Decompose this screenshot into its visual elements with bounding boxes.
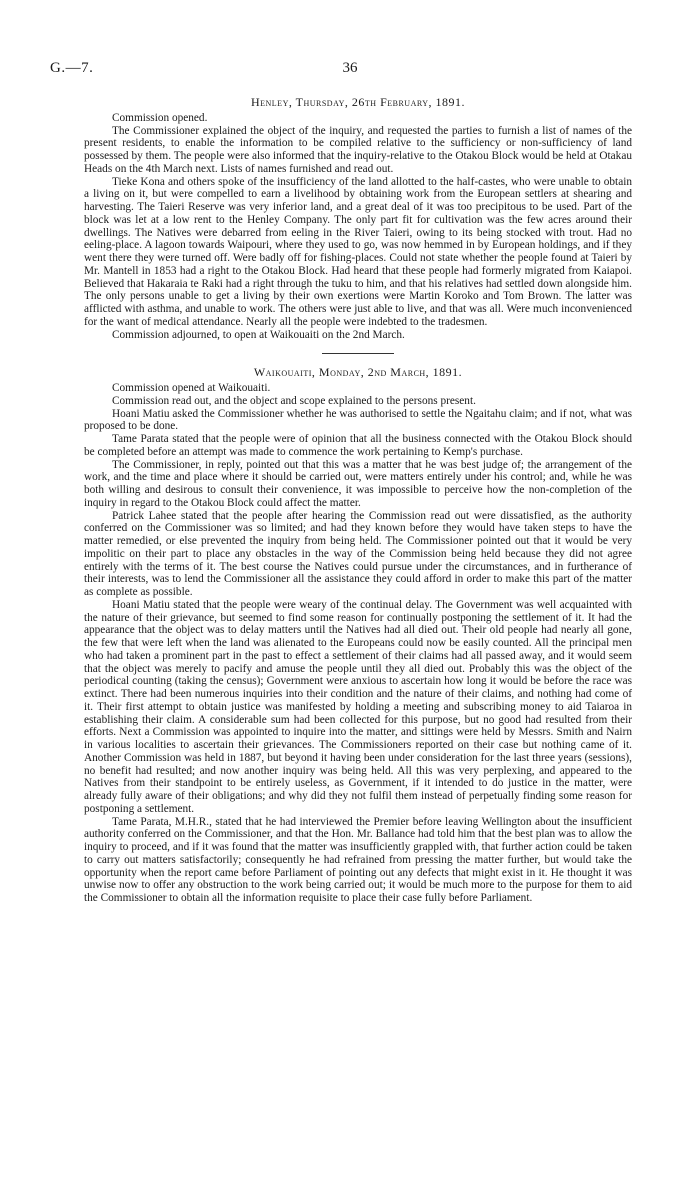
document-reference: G.—7.: [50, 60, 94, 76]
section-heading-henley: Henley, Thursday, 26th February, 1891.: [250, 95, 466, 109]
paragraph: Hoani Matiu asked the Commissioner whether he was authorised to settle the Ngaitahu claim; and if not, what was proposed to be done.: [84, 407, 632, 433]
page-number: 36: [342, 60, 358, 76]
page-header: [50, 60, 650, 80]
paragraph: Tame Parata stated that the people were of opinion that all the business connected with the Otakou Block should be completed before an attempt was made to commence the work pertaining to Kemp's purchase.: [84, 433, 632, 458]
paragraph: Hoani Matiu stated that the people were weary of the continual delay. The Government was well acquainted with the nature of their grievance, but seemed to find some reason for continually postponing the settlement of it. It had the appearance that the object was to delay matters until the Natives had all died out. Their old people had nearly all gone, the few that were left when the land was alienated to the Europeans could now be easily counted. All the principal men who had taken a prominent part in the past to effect a settlement of their claims had all passed away, and it would seem that the object was merely to pacify and amuse the people until they all died out. Probably this was the object of the periodical counting (taking the census); Government were anxious to ascertain how long it would be before the race was extinct. There had been numerous inquiries into their condition and the nature of their claims, and nothing had come of it. Their first attempt to obtain justice was manifested by holding a meeting and subscribing money to aid Taiaroa in establishing their claim. A considerable sum had been collected for this purpose, but no good had resulted from their efforts. Next a Commission was appointed to inquire into the matter, and sittings were held by Messrs. Smith and Nairn in various localities to ascertain their grievances. The Commissioners reported on their case but nothing came of it. Another Commission was held in 1887, but beyond it having been under consideration for the last three years (sessions), no benefit had resulted; and now another inquiry was being held. All this was very perplexing, and appeared to the Natives from their standpoint to be entirely useless, as Government, if it intended to do justice in the matter, were already fully aware of their obligations; and why did they not fulfil them instead of perpetually finding some reason for postponing a settlement.: [84, 598, 632, 815]
paragraph: The Commissioner explained the object of the inquiry, and requested the parties to furnish a list of names of the present residents, to enable the information to be compiled relative to the sufficiency or non-sufficiency of land possessed by them. The people were also informed that the inquiry-relative to the Otakou Block would be held at Otakau Heads on the 4th March next. Lists of names furnished and read out.: [84, 124, 632, 175]
paragraph: Commission adjourned, to open at Waikouaiti on the 2nd March.: [112, 328, 405, 341]
paragraph: Tieke Kona and others spoke of the insufficiency of the land allotted to the half-castes, who were unable to obtain a living on it, but were compelled to earn a livelihood by obtaining work from the European settlers at shearing and harvesting. The Taieri Reserve was very inferior land, and a great deal of it was too precipitous to be used. Part of the block was let at a low rent to the Henley Company. The only part fit for cultivation was the few acres around their dwellings. The Natives were debarred from eeling in the River Taieri, owing to its being stocked with trout. Had no eeling-place. A lagoon towards Waipouri, where they used to go, was now hemmed in by European holdings, and if they went there they were turned off. Were badly off for fishing-places. Could not state whether the people found at Taieri by Mr. Mantell in 1853 had a right to the Otakou Block. Had heard that these people had formerly migrated from Kaiapoi. Believed that Hakaraia te Raki had a right through the tuku to him, and that his relatives had settled down alongside him. The only persons unable to get a living by their own exertions were Martin Koroko and Tom Brown. The latter was afflicted with asthma, and unable to work. The others were just able to live, and that was all. Were much inconvenienced for the want of medical attendance. Nearly all the people were indebted to the tradesmen.: [84, 175, 632, 328]
paragraph: The Commissioner, in reply, pointed out that this was a matter that he was best judge of; the arrangement of the work, and the time and place where it should be carried out, were matters entirely under his control; and, while he was both willing and desirous to consult their convenience, it was impossible to perceive how the non-completion of the inquiry in regard to the Otakou Block could affect the matter.: [84, 458, 632, 509]
document-body: [84, 96, 632, 905]
section-heading-waikouaiti: Waikouaiti, Monday, 2nd March, 1891.: [253, 365, 463, 380]
paragraph: Commission opened.: [112, 111, 208, 124]
paragraph: Commission read out, and the object and scope explained to the persons present.: [112, 394, 476, 407]
paragraph: Patrick Lahee stated that the people after hearing the Commission read out were dissatisfied, as the authority conferred on the Commissioner was so limited; and had they known before they would have taken steps to have the matter remedied, or else prevented the inquiry from being held. The Commissioner pointed out that it would be very impolitic on their part to place any obstacles in the way of the Commission being held because they did not agree entirely with the terms of it. The best course the Natives could pursue under the circumstances, and in furtherance of their interests, was to lend the Commissioner all the assistance they could afford in order to make this part of the matter as complete as possible.: [84, 509, 632, 598]
paragraph: Tame Parata, M.H.R., stated that he had interviewed the Premier before leaving Wellington about the insufficient authority conferred on the Commissioner, and that the Hon. Mr. Ballance had told him that the best plan was to allow the inquiry to proceed, and if it was found that the matter was insufficiently grappled with, that further action could be taken to carry out matters satisfactorily; consequently he had refrained from pressing the matter further, but would take the opportunity when the report came before Parliament of pointing out any defects that might exist in it. He thought it was unwise now to offer any obstruction to the work being carried out; it would be much more to the purpose for them to aid the Commissioner to obtain all the information requisite to place their case fully before Parliament.: [84, 815, 632, 904]
paragraph: Commission opened at Waikouaiti.: [112, 382, 271, 394]
section-divider: [322, 353, 394, 354]
